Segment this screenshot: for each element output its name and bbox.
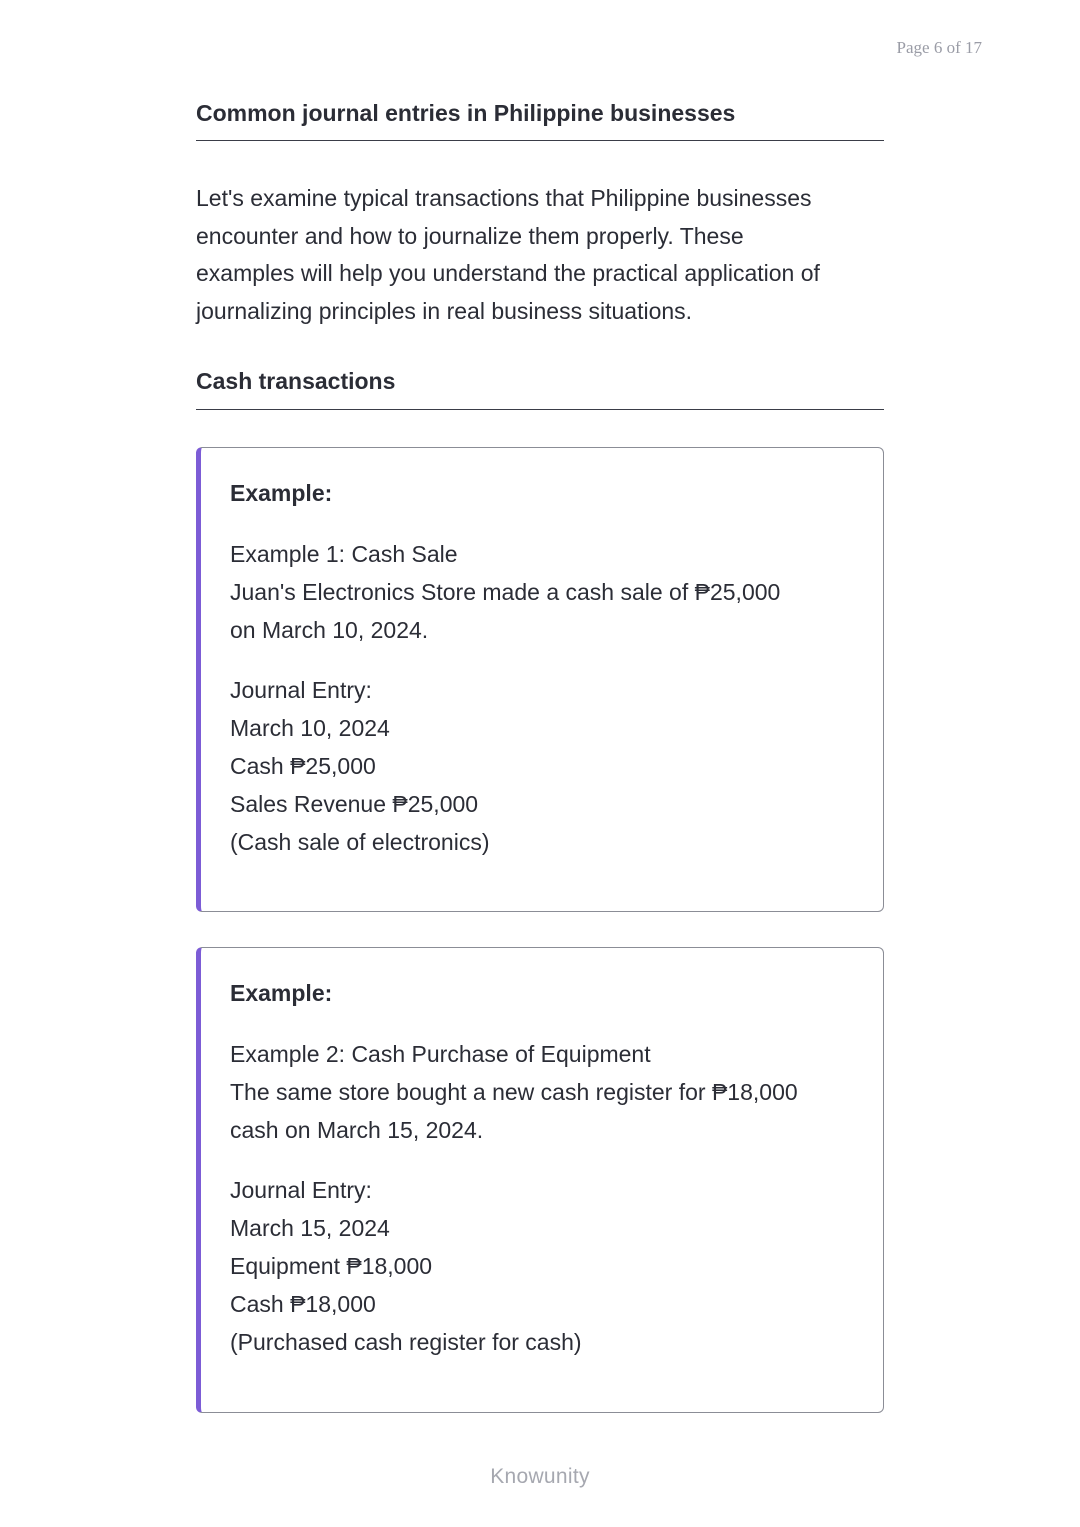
intro-line: journalizing principles in real business situations. <box>196 298 693 325</box>
journal-entry-line: Journal Entry: <box>230 1177 372 1204</box>
footer-brand-logo: Knowunity <box>490 1465 590 1488</box>
journal-entry-line: (Cash sale of electronics) <box>230 828 490 855</box>
example-description-line: Example 1: Cash Sale <box>230 541 458 567</box>
journal-entry-line: Equipment ₱18,000 <box>230 1252 433 1279</box>
example-description-line: cash on March 15, 2024. <box>230 1116 484 1143</box>
example-description-line: Example 2: Cash Purchase of Equipment <box>230 1041 651 1067</box>
intro-line: Let's examine typical transactions that Philippine businesses <box>196 185 812 211</box>
example-box-1 <box>196 447 884 912</box>
example-description <box>230 536 870 649</box>
example-label: Example: <box>230 480 333 506</box>
intro-line: encounter and how to journalize them properly. These <box>196 222 744 249</box>
intro-paragraph <box>196 180 896 331</box>
journal-entry <box>230 672 870 861</box>
journal-entry-line: March 15, 2024 <box>230 1215 390 1242</box>
journal-entry-line: Cash ₱18,000 <box>230 1290 376 1317</box>
intro-line: examples will help you understand the practical application of <box>196 260 820 287</box>
journal-entry-line: Cash ₱25,000 <box>230 752 376 779</box>
example-box-content <box>230 978 870 1361</box>
section-heading-cash-transactions: Cash transactions <box>196 368 884 410</box>
example-description-line: on March 10, 2024. <box>230 616 429 643</box>
page-number: Page 6 of 17 <box>896 38 982 57</box>
example-box-content <box>230 478 870 861</box>
example-description-line: Juan's Electronics Store made a cash sale of ₱25,000 <box>230 578 781 605</box>
journal-entry-line: (Purchased cash register for cash) <box>230 1328 582 1355</box>
journal-entry-line: Sales Revenue ₱25,000 <box>230 790 479 817</box>
section-heading-main: Common journal entries in Philippine businesses <box>196 100 884 141</box>
journal-entry-line: Journal Entry: <box>230 677 372 704</box>
example-box-2 <box>196 947 884 1413</box>
journal-entry-line: March 10, 2024 <box>230 715 390 742</box>
journal-entry <box>230 1172 870 1361</box>
example-description <box>230 1036 870 1149</box>
example-description-line: The same store bought a new cash register for ₱18,000 <box>230 1078 798 1105</box>
example-label: Example: <box>230 980 333 1006</box>
